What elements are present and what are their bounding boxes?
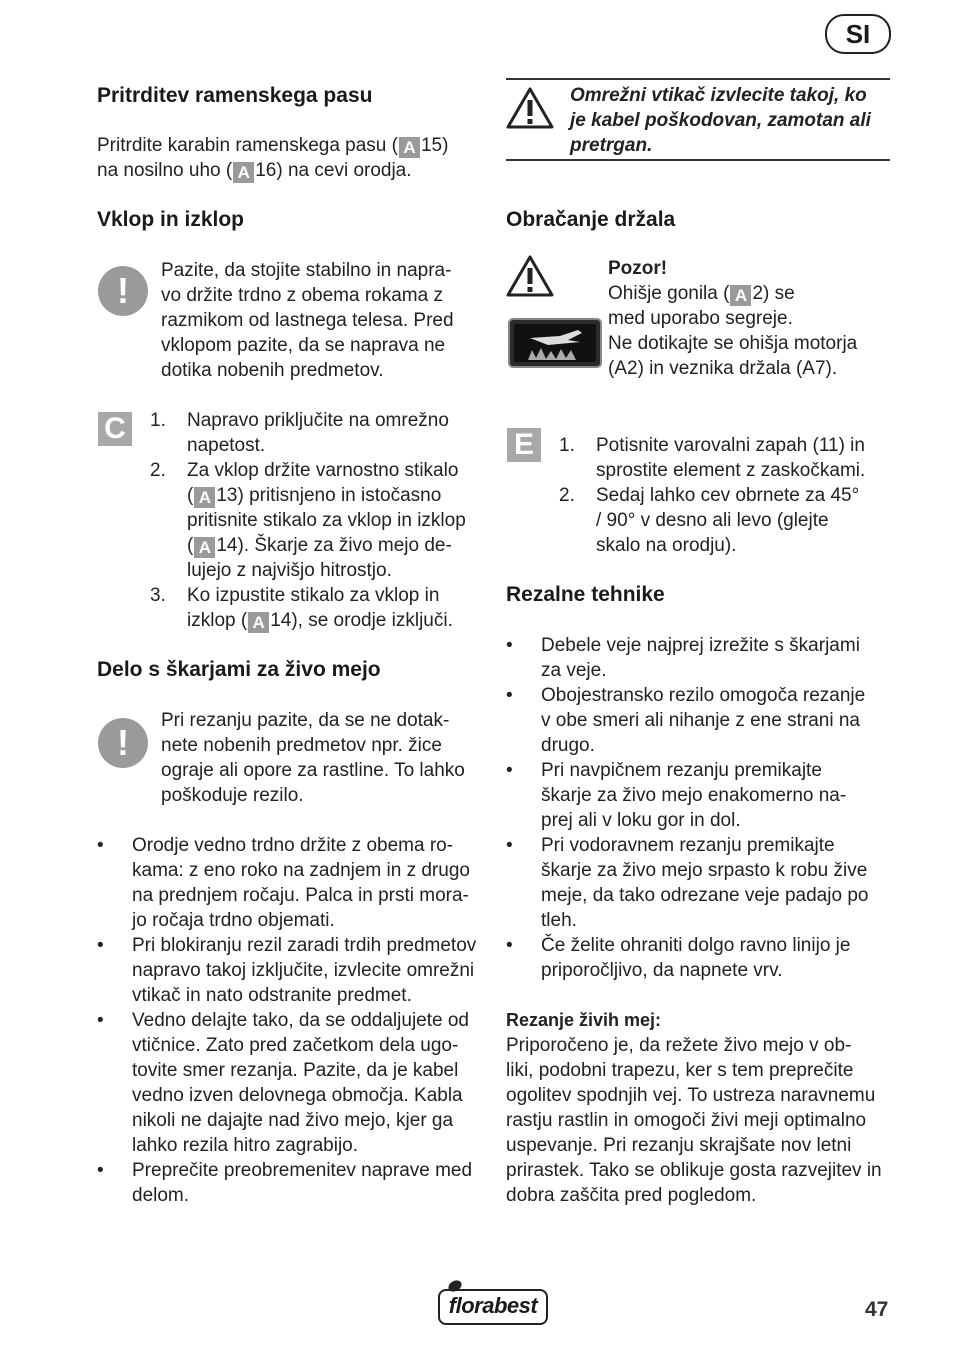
list-item xyxy=(506,933,896,983)
text-line: 15) xyxy=(420,135,449,156)
caution-line: (A2) in veznika držala (A7). xyxy=(608,358,838,379)
hedge-work-bullets xyxy=(97,833,482,1208)
caution-line: Ne dotikajte se ohišja motorja xyxy=(608,333,858,354)
step-line: pritisnite stikalo za vklop in izklop xyxy=(187,510,466,531)
bullet-line: jo ročaja trdno objemati. xyxy=(132,910,335,931)
body-line: dobra zaščita pred pogledom. xyxy=(506,1185,757,1206)
step-line: lujejo z najvišjo hitrostjo. xyxy=(187,560,392,581)
brand-logo xyxy=(438,1285,548,1325)
text-line: 16) na cevi orodja. xyxy=(255,160,412,181)
subsection-title: Rezanje živih mej: xyxy=(506,1010,662,1030)
bullet-line: vtikač in nato odstranite predmet. xyxy=(132,985,412,1006)
exclamation-icon: ! xyxy=(98,718,148,768)
text-line: Pritrdite karabin ramenskega pasu ( xyxy=(97,135,398,156)
warning-line: je kabel poškodovan, zamotan ali xyxy=(570,110,871,131)
hedge-work-warning xyxy=(161,708,481,808)
warning-line: Omrežni vtikač izvlecite takoj, ko xyxy=(570,85,867,106)
turn-handle-steps xyxy=(559,433,894,558)
bullet-line: prej ali v loku gor in dol. xyxy=(541,810,741,831)
bullet: • xyxy=(97,935,104,956)
warning-line: Pazite, da stojite stabilno in napra- xyxy=(161,260,452,281)
step-number: 1. xyxy=(559,435,575,456)
shoulder-strap-text xyxy=(97,133,477,183)
bullet: • xyxy=(97,1160,104,1181)
cutting-bullets xyxy=(506,633,896,983)
bullet-line: Vedno delajte tako, da se oddaljujete od xyxy=(132,1010,469,1031)
step-line: Sedaj lahko cev obrnete za 45° xyxy=(596,485,860,506)
step-line: napetost. xyxy=(187,435,266,456)
warning-line: razmikom od lastnega telesa. Pred xyxy=(161,310,454,331)
section-title-turn-handle: Obračanje držala xyxy=(506,208,676,231)
list-item xyxy=(506,633,896,683)
bullet-line: lahko rezila hitro zagrabijo. xyxy=(132,1135,359,1156)
warning-line: ograje ali opore za rastline. To lahko xyxy=(161,760,465,781)
step-line: sprostite element z zaskočkami. xyxy=(596,460,866,481)
bullet-line: Če želite ohraniti dolgo ravno linijo je xyxy=(541,935,851,956)
bullet-line: napravo takoj izključite, izvlecite omrežni xyxy=(132,960,475,981)
step-line: Za vklop držite varnostno stikalo xyxy=(187,460,459,481)
bullet-line: nikoli ne dajajte nad živo mejo, kjer ga xyxy=(132,1110,454,1131)
list-item xyxy=(97,933,482,1008)
warning-line: Pri rezanju pazite, da se ne dotak- xyxy=(161,710,450,731)
bullet: • xyxy=(506,935,513,956)
body-line: liki, podobni trapezu, ker s tem preprečite xyxy=(506,1060,854,1081)
bullet-line: drugo. xyxy=(541,735,595,756)
bullet-line: Debele veje najprej izrežite s škarjami xyxy=(541,635,860,656)
text-line: na nosilno uho ( xyxy=(97,160,233,181)
section-title-on-off: Vklop in izklop xyxy=(97,208,245,231)
bullet-line: Pri vodoravnem rezanju premikajte xyxy=(541,835,835,856)
divider xyxy=(506,159,890,161)
hot-surface-icon xyxy=(508,318,602,368)
ref-badge-a: A xyxy=(399,137,420,158)
divider xyxy=(506,78,890,80)
list-item xyxy=(506,833,896,933)
figure-ref-c: C xyxy=(98,412,132,446)
step-text: 14), se orodje izključi. xyxy=(270,610,453,631)
step-line: Ko izpustite stikalo za vklop in xyxy=(187,585,440,606)
step-text: ( xyxy=(187,535,194,556)
brand-name: florabest xyxy=(448,1293,538,1318)
ref-badge-a: A xyxy=(233,162,254,183)
warning-line: pretrgan. xyxy=(570,135,653,156)
step-number: 3. xyxy=(150,585,166,606)
bullet-line: tleh. xyxy=(541,910,577,931)
warning-line: dotika nobenih predmetov. xyxy=(161,360,384,381)
bullet-line: kama: z eno roko na zadnjem in z drugo xyxy=(132,860,470,881)
list-item xyxy=(97,833,482,933)
bullet-line: na prednjem ročaju. Palca in prsti mora- xyxy=(132,885,469,906)
bullet: • xyxy=(506,835,513,856)
body-line: Priporočeno je, da režete živo mejo v ob- xyxy=(506,1035,852,1056)
bullet: • xyxy=(506,685,513,706)
bullet-line: Obojestransko rezilo omogoča rezanje xyxy=(541,685,866,706)
caution-title: Pozor! xyxy=(608,258,668,279)
step-number: 2. xyxy=(559,485,575,506)
body-line: prirastek. Tako se oblikuje gosta razvejitev in xyxy=(506,1160,882,1181)
language-badge: SI xyxy=(825,14,891,54)
step-number: 2. xyxy=(150,460,166,481)
bullet-line: Orodje vedno trdno držite z obema ro- xyxy=(132,835,454,856)
body-line: rastju rastlin in omogoči živi meji optimalno xyxy=(506,1110,867,1131)
bullet-line: vedno izven delovnega območja. Kabla xyxy=(132,1085,463,1106)
bullet: • xyxy=(97,835,104,856)
ref-badge-a: A xyxy=(248,612,269,633)
list-item xyxy=(559,433,894,483)
bullet-line: tovite smer rezanja. Pazite, da je kabel xyxy=(132,1060,459,1081)
list-item xyxy=(559,483,894,558)
list-item xyxy=(506,683,896,758)
bullet-line: Pri blokiranju rezil zaradi trdih predmetov xyxy=(132,935,477,956)
warning-line: vo držite trdno z obema rokama z xyxy=(161,285,443,306)
caution-line: med uporabo segreje. xyxy=(608,308,793,329)
caution-text: Ohišje gonila ( xyxy=(608,283,730,304)
warning-triangle-icon xyxy=(506,86,554,130)
list-item xyxy=(97,1008,482,1158)
warning-line: nete nobenih predmetov npr. žice xyxy=(161,735,442,756)
bullet-line: škarje za živo mejo srpasto k robu žive xyxy=(541,860,868,881)
step-line: Napravo priključite na omrežno xyxy=(187,410,449,431)
list-item xyxy=(150,458,480,583)
body-line: ogolitev spodnjih vej. To ustreza naravnemu xyxy=(506,1085,876,1106)
bullet: • xyxy=(506,635,513,656)
bullet-line: priporočljivo, da napnete vrv. xyxy=(541,960,783,981)
section-title-shoulder-strap: Pritrditev ramenskega pasu xyxy=(97,84,373,107)
caution-text: 2) se xyxy=(752,283,795,304)
warning-line: vklopom pazite, da se naprava ne xyxy=(161,335,446,356)
step-text: ( xyxy=(187,485,194,506)
list-item xyxy=(150,408,480,458)
figure-ref-e: E xyxy=(507,428,541,462)
bullet-line: za veje. xyxy=(541,660,607,681)
warning-line: poškoduje rezilo. xyxy=(161,785,304,806)
hedge-shaping-block xyxy=(506,1008,896,1208)
bullet-line: Preprečite preobremenitev naprave med xyxy=(132,1160,473,1181)
bullet-line: vtičnice. Zato pred začetkom dela ugo- xyxy=(132,1035,459,1056)
on-off-steps xyxy=(150,408,480,633)
step-line: / 90° v desno ali levo (glejte xyxy=(596,510,829,531)
ref-badge-a: A xyxy=(194,537,215,558)
bullet: • xyxy=(506,760,513,781)
list-item xyxy=(97,1158,482,1208)
step-text: 14). Škarje za živo mejo de- xyxy=(216,535,452,556)
step-line: Potisnite varovalni zapah (11) in xyxy=(596,435,865,456)
step-text: izklop ( xyxy=(187,610,248,631)
bullet-line: delom. xyxy=(132,1185,190,1206)
list-item xyxy=(506,758,896,833)
page-number: 47 xyxy=(865,1298,889,1321)
exclamation-icon: ! xyxy=(98,266,148,316)
cable-warning xyxy=(570,83,890,158)
bullet-line: škarje za živo mejo enakomerno na- xyxy=(541,785,847,806)
section-title-hedge-work: Delo s škarjami za živo mejo xyxy=(97,658,381,681)
ref-badge-a: A xyxy=(194,487,215,508)
bullet-line: Pri navpičnem rezanju premikajte xyxy=(541,760,822,781)
body-line: uspevanje. Pri rezanju skrajšate nov letni xyxy=(506,1135,852,1156)
ref-badge-a: A xyxy=(730,285,751,306)
step-line: skalo na orodju). xyxy=(596,535,737,556)
list-item xyxy=(150,583,480,633)
section-title-cutting-techniques: Rezalne tehnike xyxy=(506,583,665,606)
warning-triangle-icon xyxy=(506,254,554,298)
bullet-line: meje, da tako odrezane veje padajo po xyxy=(541,885,869,906)
step-number: 1. xyxy=(150,410,166,431)
on-off-warning xyxy=(161,258,481,383)
step-text: 13) pritisnjeno in istočasno xyxy=(216,485,442,506)
bullet-line: v obe smeri ali nihanje z ene strani na xyxy=(541,710,860,731)
bullet: • xyxy=(97,1010,104,1031)
caution-block xyxy=(608,256,893,381)
